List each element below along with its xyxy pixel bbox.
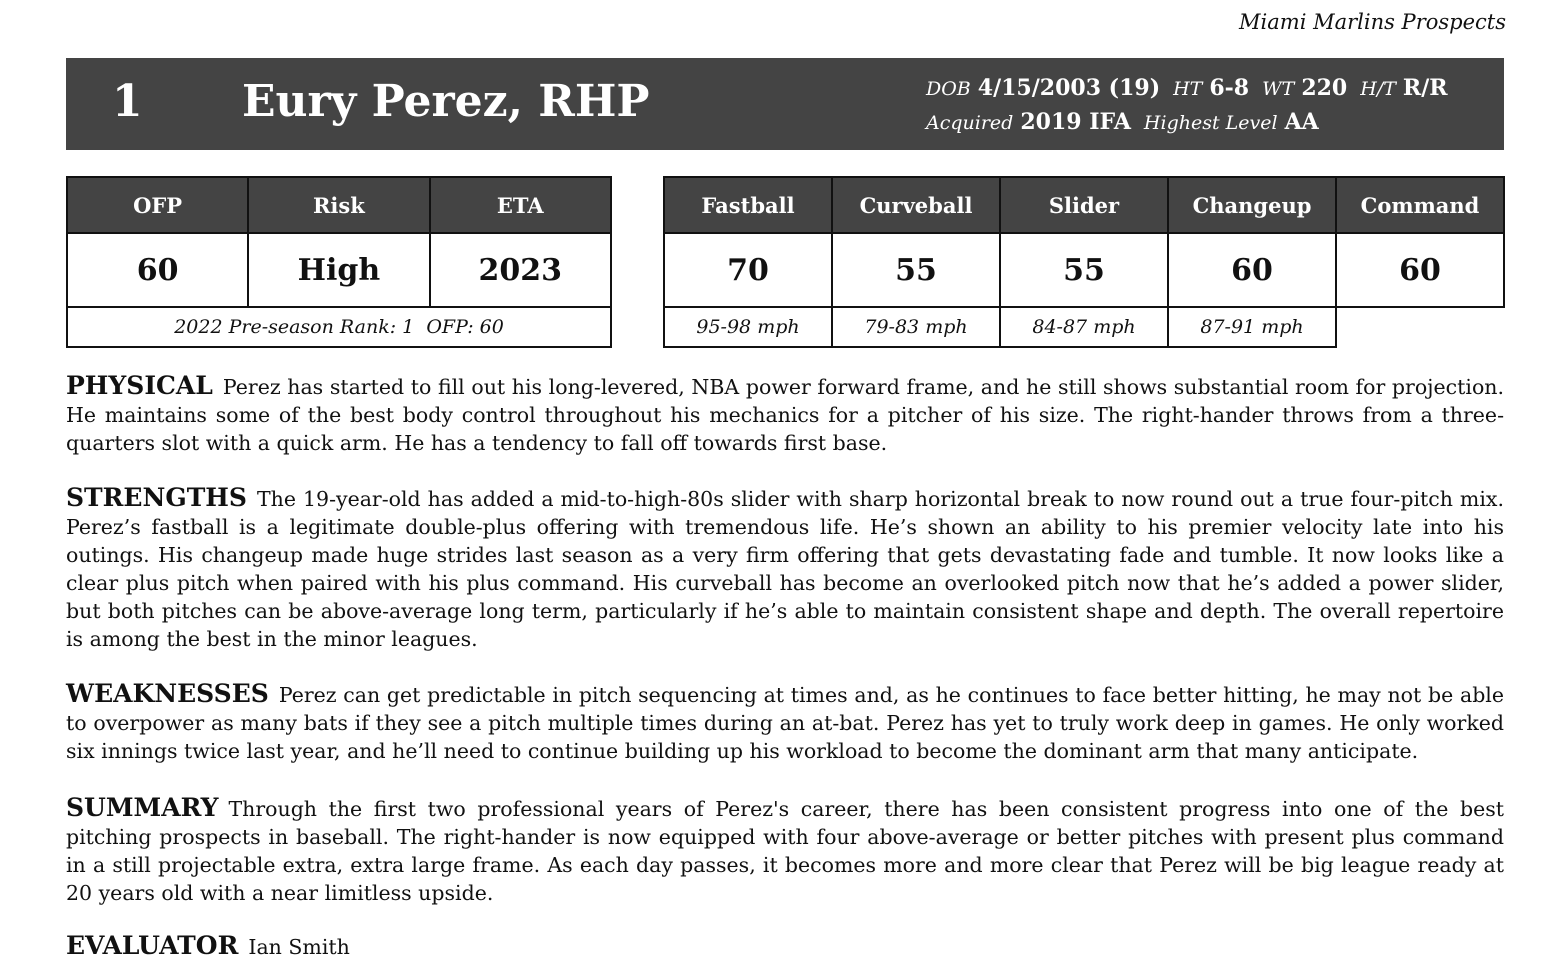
slider-header: Slider [1000,177,1168,233]
preseason-rank-note: 2022 Pre-season Rank: 1 OFP: 60 [67,307,611,347]
bio-line-1 [926,72,1454,106]
acquired-label: Acquired [926,112,1014,134]
command-grade: 60 [1336,233,1504,307]
height-value: 6-8 [1209,75,1250,101]
strengths-heading: STRENGTHS [66,483,247,512]
summary-table [66,176,612,348]
weaknesses-text: Perez can get predictable in pitch sequencing at times and, as he continues to face better hitting, he may not be able to overpower as many bats if they see a pitch multiple times during an at-bat. Perez has yet to truly work deep in games. He only worked six innings twice last year, and he’ll need to continue building up his workload to become the dominant arm that many anticipate. [66,683,1504,763]
command-header: Command [1336,177,1504,233]
evaluator-heading: EVALUATOR [66,931,239,960]
ofp-header: OFP [67,177,248,233]
slider-velocity: 84-87 mph [1000,307,1168,347]
fastball-velocity: 95-98 mph [664,307,832,347]
player-banner [66,58,1504,150]
changeup-grade: 60 [1168,233,1336,307]
page-header: Miami Marlins Prospects [1239,10,1506,34]
weaknesses-heading: WEAKNESSES [66,679,269,708]
physical-section [66,372,1504,457]
player-rank: 1 [112,76,143,127]
acquired-value: 2019 IFA [1020,109,1131,135]
highest-level-label: Highest Level [1143,112,1278,134]
curveball-velocity: 79-83 mph [832,307,1000,347]
eta-value: 2023 [430,233,611,307]
slider-grade: 55 [1000,233,1168,307]
bio-line-2 [926,106,1454,140]
player-name: Eury Perez, RHP [242,76,650,127]
dob-label: DOB [926,78,971,100]
height-label: HT [1173,78,1203,100]
strengths-text: The 19-year-old has added a mid-to-high-80s slider with sharp horizontal break to now round out a true four-pitch mix. Perez’s fastball is a legitimate double-plus offering with tremendous life. He’s shown an ability to his premier velocity late into his outings. His changeup made huge strides last season as a very firm offering that gets devastating fade and tumble. It now looks like a clear plus pitch when paired with his plus command. His curveball has become an overlooked pitch now that he’s added a power slider, but both pitches can be above-average long term, particularly if he’s able to maintain consistent shape and depth. The overall repertoire is among the best in the minor leagues. [66,487,1504,651]
ofp-value: 60 [67,233,248,307]
summary-heading: SUMMARY [66,793,219,822]
player-bio [926,72,1454,140]
command-velocity-empty [1336,307,1504,347]
physical-text: Perez has started to fill out his long-levered, NBA power forward frame, and he still shows substantial room for projection. He maintains some of the best body control throughout his mechanics for a pitcher of his size. The right-hander throws from a three-quarters slot with a quick arm. He has a tendency to fall off towards first base. [66,375,1504,455]
summary-text: Through the first two professional years of Perez's career, there has been consistent progress into one of the best pitching prospects in baseball. The right-hander is now equipped with four above-average or better pitches with present plus command in a still projectable extra, extra large frame. As each day passes, it becomes more and more clear that Perez will be big league ready at 20 years old with a near limitless upside. [66,797,1504,905]
evaluator-name: Ian Smith [248,935,350,959]
risk-value: High [248,233,429,307]
fastball-grade: 70 [664,233,832,307]
changeup-header: Changeup [1168,177,1336,233]
evaluator-section [66,932,1504,961]
curveball-header: Curveball [832,177,1000,233]
changeup-velocity: 87-91 mph [1168,307,1336,347]
weight-value: 220 [1301,75,1348,101]
dob-value: 4/15/2003 (19) [977,75,1161,101]
bats-throws-label: H/T [1360,78,1396,100]
fastball-header: Fastball [664,177,832,233]
summary-section [66,794,1504,907]
physical-heading: PHYSICAL [66,371,213,400]
highest-level-value: AA [1284,109,1319,135]
weight-label: WT [1262,78,1295,100]
eta-header: ETA [430,177,611,233]
curveball-grade: 55 [832,233,1000,307]
strengths-section [66,484,1504,653]
weaknesses-section [66,680,1504,765]
risk-header: Risk [248,177,429,233]
tools-table [663,176,1505,348]
bats-throws-value: R/R [1402,75,1448,101]
